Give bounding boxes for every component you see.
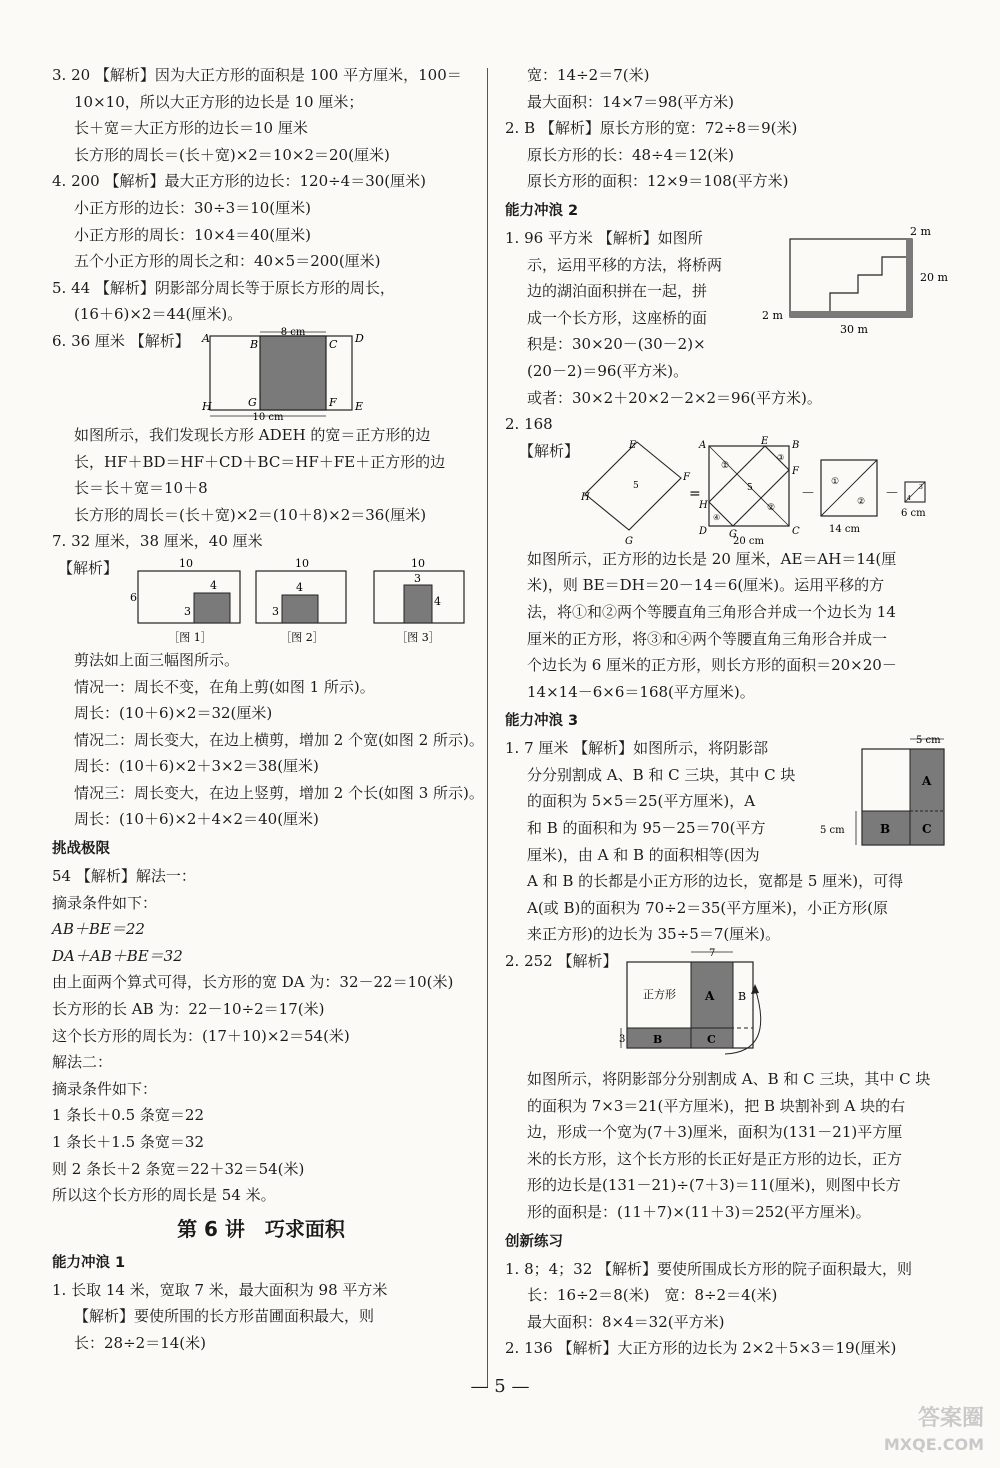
text-line: 【解析】要使所围的长方形苗圃面积最大，则: [74, 1307, 375, 1326]
section-title: 创新练习: [505, 1233, 563, 1250]
figure-7-1: [130, 557, 240, 644]
figure-7-3: [374, 557, 464, 644]
parallelogram-shape: [580, 440, 691, 547]
text-line: 原长方形的面积：12×9＝108(平方米): [527, 172, 789, 191]
text-line: 1. 7 厘米 【解析】如图所示，将阴影部: [505, 739, 769, 758]
text-line: 【解析】: [58, 558, 119, 577]
text-line: 1. 8；4；32 【解析】要使所围成长方形的院子面积最大，则: [505, 1259, 913, 1278]
label-D: D: [355, 331, 364, 345]
label-square: 正方形: [643, 988, 676, 1002]
label-14cm: 14 cm: [829, 523, 860, 535]
section-title: 能力冲浪 2: [505, 202, 579, 219]
watermark-line: 答案圈: [917, 1406, 984, 1431]
text-line: 小正方形的周长：10×4＝40(厘米): [74, 225, 311, 244]
text-line: 7. 32 厘米，38 厘米，40 厘米: [52, 532, 263, 551]
minus-sign: －: [801, 485, 815, 502]
text-line: (20－2)＝96(平方米)。: [527, 361, 689, 380]
lecture-title: 第 6 讲 巧求面积: [177, 1216, 345, 1241]
label-8cm: 8 cm: [280, 326, 306, 338]
wave3-q1: [505, 735, 960, 868]
label-B: B: [792, 439, 800, 451]
column-divider: [487, 68, 488, 1388]
text-line: 1. 长取 14 米，宽取 7 米，最大面积为 98 平方米: [52, 1280, 388, 1299]
text-line: 或者：30×2＋20×2－2×2＝96(平方米)。: [527, 388, 822, 407]
text-line: 周长：(10＋6)×2＋3×2＝38(厘米): [74, 757, 319, 776]
label-A: A: [699, 439, 707, 451]
caption-fig3: ［图 3］: [396, 630, 440, 644]
text-line: 宽：14÷2＝7(米): [527, 66, 650, 84]
square-abc-move-diagram: [615, 948, 795, 1066]
answer-2: [505, 115, 960, 195]
text-line: 长＝长＋宽＝10＋8: [74, 479, 208, 498]
text-line: 成一个长方形，这座桥的面: [527, 308, 708, 327]
label-F: F: [329, 395, 337, 409]
figure-7-diagrams: [128, 555, 468, 647]
label-A: A: [202, 331, 210, 345]
label-5: 5: [633, 480, 639, 491]
label-B: B: [250, 337, 259, 351]
text-line: 米的长方形，这个长方形的长正好是正方形的边长，正方: [527, 1149, 903, 1168]
text-line: 五个小正方形的周长之和：40×5＝200(厘米): [74, 252, 381, 271]
text-line: 情况三：周长变大，在边上竖剪，增加 2 个长(如图 3 所示)。: [74, 783, 484, 802]
equals-sign: =: [689, 485, 701, 502]
text-line: 5. 44 【解析】阴影部分周长等于原长方形的周长，: [52, 278, 395, 297]
text-line: 厘米的正方形，将③和④两个等腰直角三角形合并成一: [527, 629, 888, 648]
text-line: 解法二：: [52, 1053, 113, 1072]
text-line: 长：16÷2＝8(米) 宽：8÷2＝4(米): [527, 1286, 778, 1305]
right-column: [505, 62, 960, 1362]
label-7: 7: [709, 948, 716, 960]
text-line: 1. 96 平方米 【解析】如图所: [505, 228, 703, 247]
label-C: C: [329, 337, 338, 351]
text-line: 原长方形的长：48÷4＝12(米): [527, 145, 734, 164]
text-line: 长方形的长 AB 为：22－10÷2＝17(米): [52, 1000, 325, 1019]
label-H: H: [699, 499, 708, 511]
label-20cm: 20 cm: [733, 535, 764, 547]
text-line: A 和 B 的长都是小正方形的边长，宽都是 5 厘米)，可得: [527, 872, 904, 891]
answer-1-cont: [505, 62, 960, 115]
label-5: 5: [747, 482, 753, 493]
text-line: 2. 168: [505, 415, 553, 434]
label-cut-a: 3: [414, 571, 421, 585]
text-line: 法，将①和②两个等腰直角三角形合并成一个边长为 14: [527, 602, 896, 621]
label-10cm: 10 cm: [252, 411, 284, 423]
text-line: 周长：(10＋6)×2＝32(厘米): [74, 704, 273, 723]
text-line: 厘米)，由 A 和 B 的面积相等(因为: [527, 845, 760, 864]
label-1: ①: [831, 476, 840, 487]
label-30m: 30 m: [840, 322, 868, 336]
label-2: ②: [857, 496, 866, 507]
text-line: 和 B 的面积和为 95－25＝70(平方: [527, 819, 766, 838]
label-4: 4: [907, 494, 911, 502]
label-G: G: [625, 535, 633, 547]
text-line: 来正方形)的边长为 35÷5＝7(厘米)。: [527, 925, 781, 944]
text-line: 剪法如上面三幅图所示。: [74, 650, 240, 669]
big-square: [698, 436, 800, 547]
label-F: F: [683, 471, 690, 483]
section-title: 挑战极限: [52, 841, 110, 858]
text-line: 的面积为 7×3＝21(平方厘米)，把 B 块割补到 A 块的右: [527, 1096, 906, 1115]
text-line: 4. 200 【解析】最大正方形的边长：120÷4＝30(厘米): [52, 172, 427, 191]
text-line: 的面积为 5×5＝25(平方厘米)，A: [527, 792, 756, 811]
label-G: G: [248, 395, 257, 409]
label-6cm: 6 cm: [901, 507, 926, 519]
label-cut-b: 3: [272, 604, 279, 618]
label-G: G: [729, 528, 737, 540]
label-width: 10: [179, 556, 193, 570]
label-E: E: [629, 439, 637, 451]
text-line: 3. 20 【解析】因为大正方形的面积是 100 平方厘米，100＝: [52, 66, 462, 84]
figure-6-diagram: [202, 326, 372, 423]
text-line: 情况二：周长变大，在边上横剪，增加 2 个宽(如图 2 所示)。: [74, 730, 484, 749]
text-line: AB＋BE＝22: [52, 920, 145, 939]
text-line: 长，HF＋BD＝HF＋CD＋BC＝HF＋FE＋正方形的边: [74, 452, 446, 471]
answer-7: [52, 528, 484, 833]
label-H: H: [202, 399, 212, 413]
text-line: 这个长方形的周长为：(17＋10)×2＝54(米): [52, 1026, 350, 1045]
text-line: 周长：(10＋6)×2＋4×2＝40(厘米): [74, 810, 319, 829]
text-line: 个边长为 6 厘米的正方形，则长方形的面积＝20×20－: [527, 656, 897, 675]
answer-6: [52, 328, 470, 528]
text-line: 最大面积：8×4＝32(平方米): [527, 1312, 725, 1331]
answer-3: [52, 62, 470, 168]
label-C: C: [707, 1033, 716, 1047]
label-cut-b: 3: [184, 604, 191, 618]
label-3: ③: [777, 452, 785, 462]
label-C: C: [922, 822, 932, 837]
label-F: F: [792, 465, 799, 477]
text-line: 6. 36 厘米 【解析】: [52, 331, 190, 350]
label-E: E: [355, 399, 364, 413]
label-5cm-top: 5 cm: [916, 735, 941, 747]
wave3-q2: [505, 948, 960, 1226]
minus-sign: －: [885, 485, 899, 502]
text-line: 小正方形的边长：30÷3＝10(厘米): [74, 198, 311, 217]
caption-fig2: ［图 2］: [280, 630, 324, 644]
text-line: 如图所示，正方形的边长是 20 厘米，AE＝AH＝14(厘: [527, 549, 897, 568]
small-square: [901, 482, 926, 519]
label-2m-left: 2 m: [762, 308, 783, 322]
text-line: 由上面两个算式可得，长方形的宽 DA 为：32－22＝10(米): [52, 973, 454, 992]
text-line: 情况一：周长不变，在角上剪(如图 1 所示)。: [74, 677, 375, 696]
text-line: 示，运用平移的方法，将桥两: [527, 255, 723, 274]
page-number: — 5 —: [470, 1376, 530, 1397]
text-line: 如图所示，我们发现长方形 ADEH 的宽＝正方形的边: [74, 425, 431, 444]
text-line: 米)，则 BE＝DH＝20－14＝6(厘米)。运用平移的方: [527, 576, 885, 595]
text-line: 1 条长＋1.5 条宽＝32: [52, 1133, 205, 1151]
text-line: 则 2 条长＋2 条宽＝22＋32＝54(米): [52, 1159, 305, 1178]
label-A: A: [705, 989, 715, 1004]
label-2: ②: [767, 502, 776, 513]
text-line: 长：28÷2＝14(米): [74, 1333, 206, 1352]
text-line: 最大面积：14×7＝98(平方米): [527, 92, 734, 111]
text-line: 形的边长是(131－21)÷(7＋3)＝11(厘米)，则图中长方: [527, 1176, 901, 1195]
label-B: B: [880, 822, 891, 837]
text-line: 14×14－6×6＝168(平方厘米)。: [527, 682, 755, 701]
text-line: 【解析】: [519, 441, 580, 460]
wave2-q2: [505, 411, 960, 705]
label-20m: 20 m: [920, 270, 948, 284]
label-E: E: [761, 435, 769, 447]
watermark-logo: [884, 1406, 984, 1458]
label-C: C: [792, 525, 800, 537]
label-cut-a: 4: [210, 578, 217, 592]
label-cut-b: 4: [434, 594, 441, 608]
innovation-practice: [505, 1228, 960, 1362]
label-width: 10: [411, 556, 425, 570]
text-line: (16＋6)×2＝44(厘米)。: [74, 305, 243, 324]
text-line: 分分别割成 A、B 和 C 三块，其中 C 块: [527, 765, 796, 784]
label-cut-a: 4: [296, 580, 303, 594]
text-line: 长方形的周长＝(长＋宽)×2＝10×2＝20(厘米): [74, 145, 390, 164]
text-line: 摘录条件如下：: [52, 1079, 158, 1098]
label-2m-top: 2 m: [910, 224, 931, 238]
square-cut-diagram: [581, 435, 955, 547]
text-line: 2. 252 【解析】: [505, 952, 618, 971]
watermark-line: MXQE.COM: [883, 1435, 984, 1454]
text-line: 所以这个长方形的周长是 54 米。: [52, 1186, 276, 1205]
text-line: 边的湖泊面积拼在一起，拼: [527, 282, 708, 301]
label-5cm-left: 5 cm: [820, 825, 845, 837]
label-1: ①: [721, 460, 730, 471]
text-line: 长方形的周长＝(长＋宽)×2＝(10＋8)×2＝36(厘米): [74, 505, 427, 524]
figure-7-2: [256, 557, 346, 644]
label-D: D: [699, 525, 708, 537]
label-H: H: [581, 491, 590, 503]
text-line: 边，形成一个宽为(7＋3)厘米，面积为(131－21)平方厘: [527, 1123, 903, 1142]
label-height: 6: [130, 590, 137, 604]
answer-4: [52, 168, 470, 274]
section-title: 能力冲浪 3: [505, 713, 579, 730]
text-line: A(或 B)的面积为 70÷2＝35(平方厘米)，小正方形(原: [527, 898, 888, 917]
challenge-section: [52, 835, 470, 1209]
label-B-moved: B: [738, 990, 747, 1004]
text-line: 10×10，所以大正方形的边长是 10 厘米；: [74, 92, 364, 111]
text-line: 摘录条件如下：: [52, 893, 158, 912]
wave2-q1: [505, 225, 960, 385]
text-line: 长＋宽＝大正方形的边长＝10 厘米: [74, 119, 308, 138]
left-column: [52, 62, 484, 1357]
text-line: 54 【解析】解法一：: [52, 867, 196, 886]
ability-wave-1: [52, 1249, 470, 1357]
mid-square: [821, 460, 877, 535]
label-3: 3: [619, 1034, 626, 1046]
caption-fig1: ［图 1］: [168, 630, 212, 644]
ability-wave-2: [505, 197, 960, 705]
text-line: 2. 136 【解析】大正方形的边长为 2×2＋5×3＝19(厘米): [505, 1339, 897, 1358]
bridge-diagram: [760, 225, 960, 345]
label-A: A: [922, 774, 932, 789]
label-4: ④: [713, 512, 721, 522]
text-line: 形的面积是：(11＋7)×(11＋3)＝252(平方厘米)。: [527, 1203, 871, 1221]
text-line: DA＋AB＋BE＝32: [52, 946, 183, 965]
label-3: 3: [919, 483, 923, 491]
answer-5: [52, 275, 470, 328]
text-line: 如图所示，将阴影部分分别割成 A、B 和 C 三块，其中 C 块: [527, 1070, 931, 1089]
text-line: 1 条长＋0.5 条宽＝22: [52, 1106, 205, 1125]
ability-wave-3: [505, 707, 960, 1225]
section-title: 能力冲浪 1: [52, 1254, 126, 1271]
text-line: 积是：30×20－(30－2)×: [527, 335, 706, 354]
text-line: 2. B 【解析】原长方形的宽：72÷8＝9(米): [505, 119, 798, 138]
square-abc-diagram: [820, 735, 960, 859]
label-B: B: [653, 1033, 663, 1047]
label-width: 10: [295, 556, 309, 570]
